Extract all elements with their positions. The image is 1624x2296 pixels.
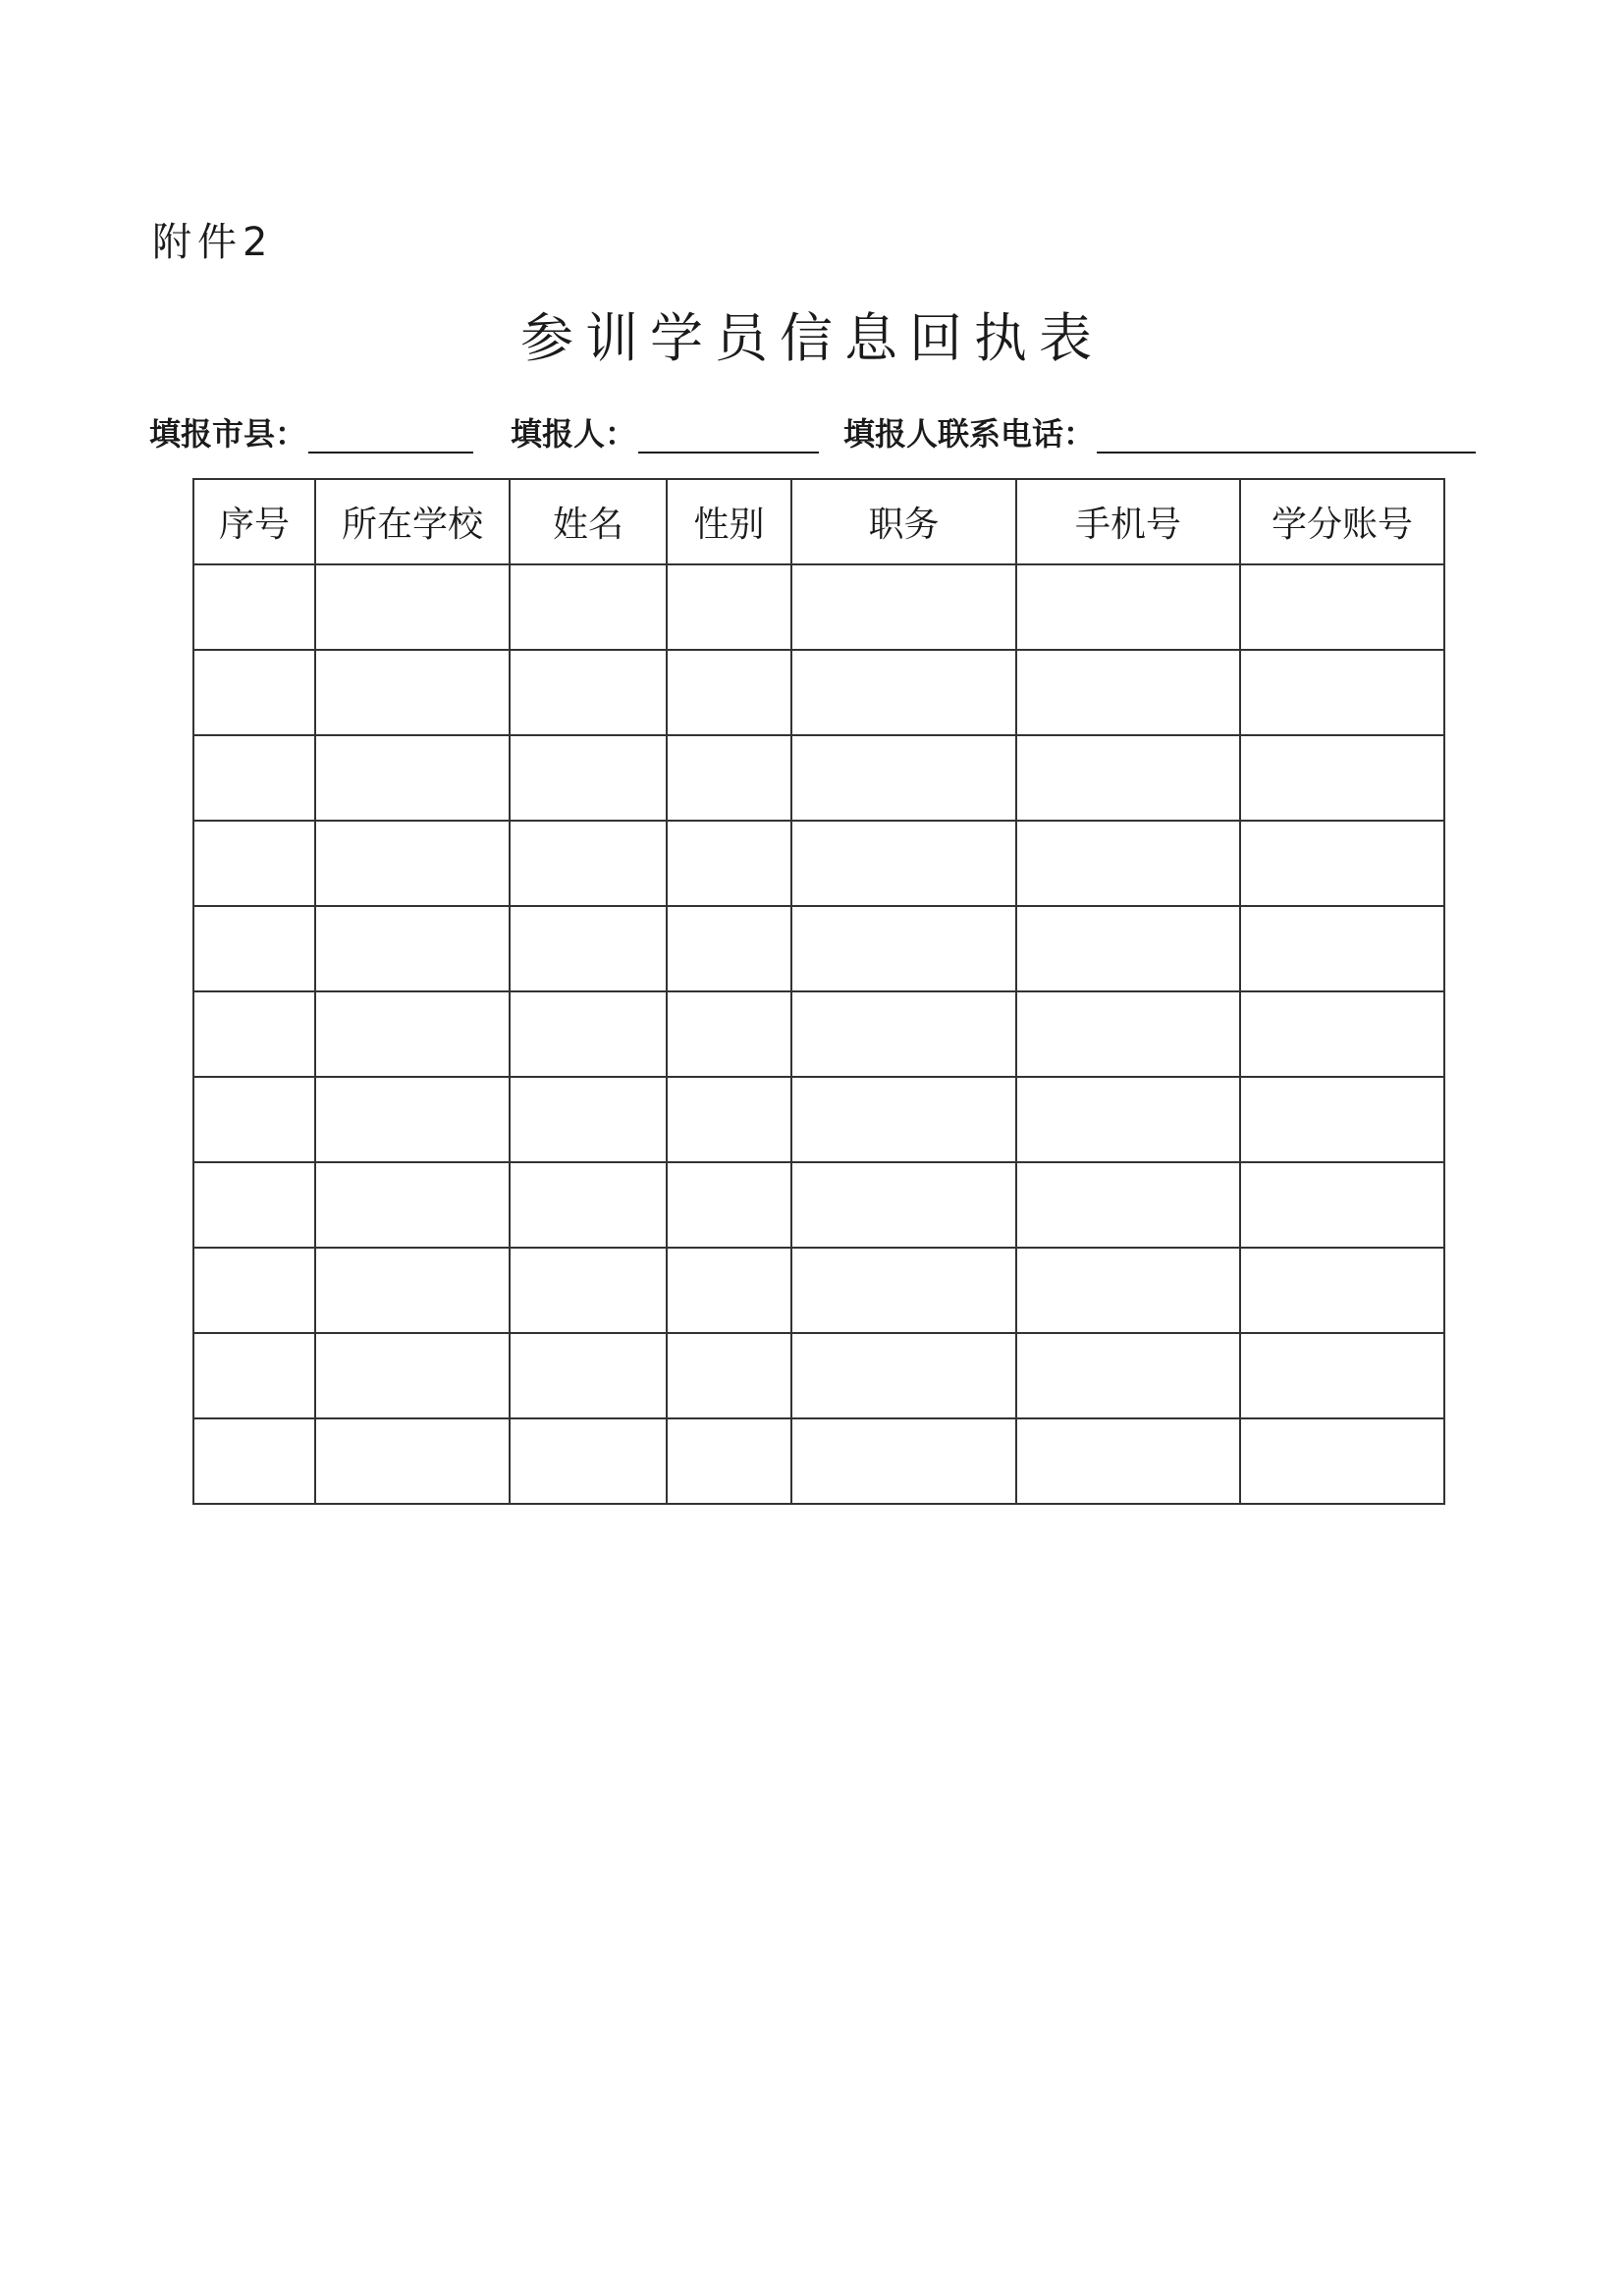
table-cell[interactable] (791, 1162, 1016, 1248)
table-cell[interactable] (510, 650, 667, 735)
city-county-blank[interactable] (308, 414, 473, 454)
table-cell[interactable] (193, 564, 315, 650)
table-cell[interactable] (667, 906, 791, 991)
table-cell[interactable] (510, 906, 667, 991)
table-cell[interactable] (667, 735, 791, 821)
table-cell[interactable] (1240, 906, 1444, 991)
filler-blank[interactable] (638, 414, 819, 454)
column-header-phone: 手机号 (1016, 479, 1240, 564)
city-county-field (149, 404, 473, 454)
table-cell[interactable] (315, 1162, 510, 1248)
page-title: 参训学员信息回执表 (520, 307, 1104, 369)
table-cell[interactable] (510, 735, 667, 821)
table-cell[interactable] (193, 1077, 315, 1162)
table-cell[interactable] (667, 1333, 791, 1418)
column-header-position: 职务 (791, 479, 1016, 564)
table-row (193, 1248, 1444, 1333)
form-header-fields (149, 404, 1485, 454)
column-header-credit-account: 学分账号 (1240, 479, 1444, 564)
table-cell[interactable] (193, 906, 315, 991)
column-header-serial: 序号 (193, 479, 315, 564)
table-cell[interactable] (1016, 564, 1240, 650)
table-cell[interactable] (1240, 1333, 1444, 1418)
table-cell[interactable] (510, 1248, 667, 1333)
column-header-gender: 性别 (667, 479, 791, 564)
table-cell[interactable] (791, 735, 1016, 821)
table-cell[interactable] (791, 564, 1016, 650)
table-cell[interactable] (510, 1162, 667, 1248)
table-cell[interactable] (510, 821, 667, 906)
table-cell[interactable] (1240, 650, 1444, 735)
table-cell[interactable] (315, 1418, 510, 1504)
table-cell[interactable] (667, 991, 791, 1077)
column-header-name: 姓名 (510, 479, 667, 564)
table-cell[interactable] (315, 1077, 510, 1162)
table-cell[interactable] (193, 1162, 315, 1248)
table-cell[interactable] (1016, 821, 1240, 906)
table-cell[interactable] (667, 1077, 791, 1162)
table-cell[interactable] (1016, 1248, 1240, 1333)
table-cell[interactable] (1016, 1333, 1240, 1418)
table-cell[interactable] (510, 991, 667, 1077)
table-cell[interactable] (510, 1077, 667, 1162)
table-row (193, 735, 1444, 821)
filler-label: 填报人： (511, 415, 637, 453)
table-cell[interactable] (791, 650, 1016, 735)
filler-phone-field (843, 404, 1476, 454)
table-row (193, 991, 1444, 1077)
table-row (193, 650, 1444, 735)
table-cell[interactable] (315, 821, 510, 906)
table-cell[interactable] (1016, 906, 1240, 991)
table-cell[interactable] (667, 821, 791, 906)
table-row (193, 1333, 1444, 1418)
table-cell[interactable] (1240, 1248, 1444, 1333)
table-cell[interactable] (791, 906, 1016, 991)
table-row (193, 564, 1444, 650)
table-row (193, 821, 1444, 906)
table-cell[interactable] (1016, 1162, 1240, 1248)
table-cell[interactable] (1016, 735, 1240, 821)
trainee-info-table (192, 478, 1445, 1505)
table-cell[interactable] (193, 821, 315, 906)
filler-phone-label: 填报人联系电话： (843, 415, 1096, 453)
table-cell[interactable] (1240, 735, 1444, 821)
table-cell[interactable] (1240, 821, 1444, 906)
table-cell[interactable] (510, 1418, 667, 1504)
table-cell[interactable] (193, 1418, 315, 1504)
table-header-row (193, 479, 1444, 564)
table-cell[interactable] (193, 735, 315, 821)
table-cell[interactable] (791, 1077, 1016, 1162)
table-cell[interactable] (791, 821, 1016, 906)
table-cell[interactable] (315, 1248, 510, 1333)
table-row (193, 1162, 1444, 1248)
table-row (193, 1418, 1444, 1504)
table-cell[interactable] (510, 1333, 667, 1418)
table-row (193, 1077, 1444, 1162)
table-cell[interactable] (193, 1333, 315, 1418)
table-cell[interactable] (1016, 991, 1240, 1077)
table-cell[interactable] (510, 564, 667, 650)
table-cell[interactable] (667, 564, 791, 650)
table-cell[interactable] (1240, 991, 1444, 1077)
table-cell[interactable] (791, 991, 1016, 1077)
table-cell[interactable] (1016, 1418, 1240, 1504)
table-cell[interactable] (315, 650, 510, 735)
table-row (193, 906, 1444, 991)
filler-field (511, 404, 819, 454)
table-cell[interactable] (1240, 1077, 1444, 1162)
table-cell[interactable] (315, 564, 510, 650)
table-cell[interactable] (1240, 1418, 1444, 1504)
table-cell[interactable] (791, 1333, 1016, 1418)
table-cell[interactable] (193, 650, 315, 735)
city-county-label: 填报市县： (149, 415, 307, 453)
table-cell[interactable] (1240, 1162, 1444, 1248)
table-cell[interactable] (1240, 564, 1444, 650)
table-cell[interactable] (1016, 1077, 1240, 1162)
table-cell[interactable] (667, 1418, 791, 1504)
table-cell[interactable] (667, 1248, 791, 1333)
filler-phone-blank[interactable] (1097, 414, 1476, 454)
table-cell[interactable] (315, 735, 510, 821)
table-cell[interactable] (791, 1248, 1016, 1333)
table-cell[interactable] (667, 650, 791, 735)
column-header-school: 所在学校 (315, 479, 510, 564)
table-cell[interactable] (193, 991, 315, 1077)
table-cell[interactable] (315, 991, 510, 1077)
table-cell[interactable] (791, 1418, 1016, 1504)
table-cell[interactable] (193, 1248, 315, 1333)
attachment-label: 附件2 (152, 220, 274, 265)
table-cell[interactable] (1016, 650, 1240, 735)
table-cell[interactable] (315, 1333, 510, 1418)
table-cell[interactable] (667, 1162, 791, 1248)
table-body (193, 564, 1444, 1504)
table-cell[interactable] (315, 906, 510, 991)
